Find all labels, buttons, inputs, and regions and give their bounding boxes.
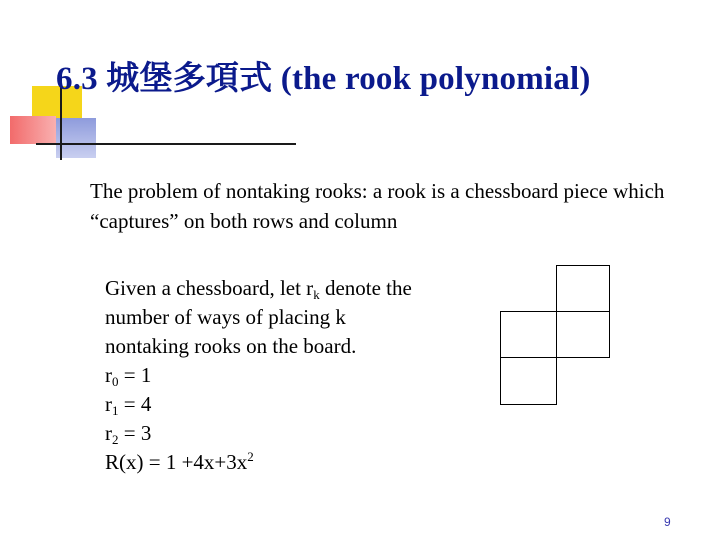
page-number: 9 [664,515,671,529]
definition-text: Given a chessboard, let r [105,276,314,300]
board-cell-bottom-left [500,357,557,405]
r-symbol: r [105,363,112,387]
page-title: 6.3 城堡多項式 (the rook polynomial) [56,61,591,97]
chessboard-diagram [500,265,612,407]
polynomial-text: R(x) = 1 +4x+3x [105,450,248,474]
decor-horizontal-line [36,143,296,145]
value-text: = 1 [118,363,152,387]
subscript-k: k [313,287,320,302]
subscript: 0 [112,374,119,389]
decor-red-square [10,116,56,144]
r2-value [105,419,485,448]
definition-line-1 [105,274,485,303]
r-symbol: r [105,421,112,445]
board-cell-middle-left [500,311,557,358]
subscript: 1 [112,403,119,418]
superscript: 2 [247,449,254,464]
board-cell-middle-right [556,311,610,358]
value-text: = 4 [118,392,152,416]
intro-paragraph: The problem of nontaking rooks: a rook is a chessboard piece which “captures” on both rows and column [90,179,665,233]
r0-value [105,361,485,390]
board-cell-top-right [556,265,610,312]
rook-definition-block [105,274,485,477]
definition-text: denote the [319,276,412,300]
r-symbol: r [105,392,112,416]
decor-blue-square [56,118,96,158]
subscript: 2 [112,432,119,447]
value-text: = 3 [118,421,152,445]
rook-polynomial [105,448,485,477]
definition-line-2: number of ways of placing k [105,305,346,329]
definition-line-3: nontaking rooks on the board. [105,334,357,358]
r1-value [105,390,485,419]
